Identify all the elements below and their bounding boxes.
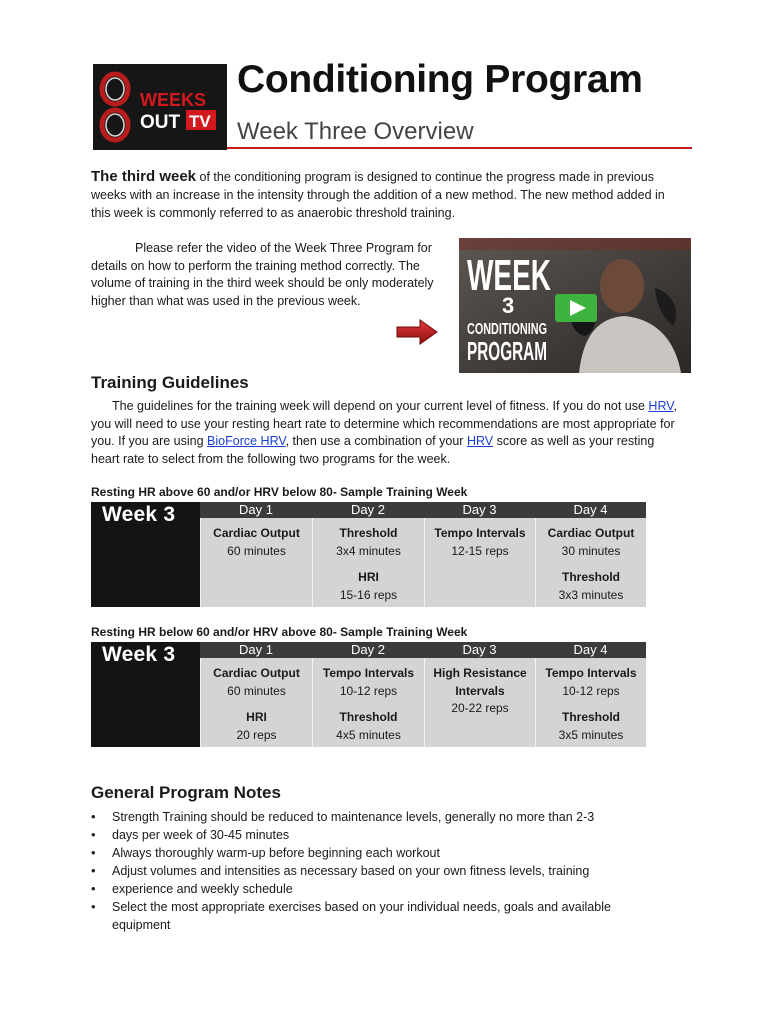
table1-training-week: [91, 502, 646, 607]
cell-detail: 10-12 reps: [562, 683, 620, 698]
table2-week-label: Week 3: [91, 642, 200, 747]
hrv-link-2[interactable]: HRV: [466, 434, 494, 448]
table2-day-header: Day 3: [424, 642, 535, 658]
video-text-number: 3: [502, 293, 515, 318]
cell-title: Tempo Intervals: [434, 526, 526, 540]
list-item: • Strength Training should be reduced to maintenance levels, generally no more than 2-3: [91, 808, 651, 826]
cell-title: Intervals: [455, 683, 505, 698]
logo-text-out: OUT: [140, 112, 181, 133]
general-notes-list: [91, 808, 651, 934]
page-subtitle: Week Three Overview: [237, 118, 474, 145]
list-item: • days per week of 30-45 minutes: [91, 826, 651, 844]
cell-detail: 10-12 reps: [339, 683, 398, 698]
cell-detail: 3x3 minutes: [558, 587, 624, 602]
list-item: • Always thoroughly warm-up before beginning each workout: [91, 844, 651, 862]
table1-caption: Resting HR above 60 and/or HRV below 80- Sample Training Week: [91, 485, 468, 499]
table1-day1-cell: [200, 518, 312, 607]
cell-title: Cardiac Output: [213, 526, 300, 540]
table1-day-header: Day 3: [424, 502, 535, 518]
hrv-link[interactable]: HRV: [648, 399, 674, 413]
guidelines-text-2: , you will need to use your resting heart rate to determine which recommendations are most appropriate for you. If you are using: [91, 399, 677, 448]
cell-detail: 4x5 minutes: [336, 727, 401, 742]
cell-detail: 15-16 reps: [339, 587, 398, 602]
table1-day2-cell: [312, 518, 424, 607]
cell-title: High Resistance: [433, 666, 527, 680]
table1-day-header: Day 1: [200, 502, 312, 518]
video-text-week: WEEK: [467, 251, 552, 300]
video-reference-text: Please refer the video of the Week Three Program for details on how to perform the training method correctly. The volume of training in the third week should be only moderately higher than what was used in the previous week.: [91, 241, 434, 308]
cell-title: Threshold: [561, 710, 620, 724]
cell-detail: 60 minutes: [227, 543, 286, 558]
table1-day3-cell: [424, 518, 535, 607]
intro-paragraph: [91, 168, 683, 222]
logo-text-tv: TV: [189, 112, 211, 131]
cell-title: Tempo Intervals: [322, 666, 415, 680]
table2-day-header: Day 4: [535, 642, 646, 658]
training-guidelines-paragraph: [91, 398, 681, 468]
title-divider: [227, 147, 692, 149]
bioforce-hrv-link[interactable]: BioForce HRV: [207, 434, 286, 448]
table2-day2-cell: [312, 658, 424, 747]
table2-training-week: [91, 642, 646, 747]
list-item: • Adjust volumes and intensities as necessary based on your own fitness levels, training: [91, 862, 651, 880]
play-button-icon[interactable]: [555, 294, 597, 322]
cell-detail: 3x4 minutes: [336, 543, 401, 558]
table1-day-header: Day 4: [535, 502, 646, 518]
guidelines-text-1: The guidelines for the training week will depend on your current level of fitness. If you do not use: [112, 399, 649, 413]
cell-title: HRI: [358, 570, 379, 584]
red-arrow-icon: [396, 319, 438, 350]
video-text-conditioning: CONDITIONING: [467, 321, 547, 338]
cell-title: Tempo Intervals: [545, 666, 637, 680]
week-three-video-thumbnail[interactable]: [459, 238, 691, 373]
cell-title: Cardiac Output: [213, 666, 300, 680]
video-text-program: PROGRAM: [467, 336, 547, 366]
cell-detail: 3x5 minutes: [558, 727, 624, 742]
cell-title: Cardiac Output: [547, 526, 635, 540]
list-item: • experience and weekly schedule: [91, 880, 651, 898]
cell-title: HRI: [246, 710, 267, 724]
cell-detail: 20 reps: [236, 727, 277, 742]
intro-lead: The third week: [91, 168, 197, 185]
table1-day-header: Day 2: [312, 502, 424, 518]
cell-title: Threshold: [339, 526, 398, 540]
cell-title: Threshold: [561, 570, 620, 584]
table1-week-label: Week 3: [91, 502, 200, 607]
list-item: • Select the most appropriate exercises based on your individual needs, goals and available equipment: [91, 898, 651, 934]
cell-detail: 20-22 reps: [451, 701, 509, 715]
cell-detail: 12-15 reps: [451, 543, 509, 558]
guidelines-text-4: score as well as your resting heart rate to select from the following two programs for the week.: [91, 434, 655, 466]
table1-day4-cell: [535, 518, 646, 607]
cell-title: Threshold: [339, 710, 398, 724]
page-title: Conditioning Program: [237, 58, 643, 101]
table2-day1-cell: [200, 658, 312, 747]
logo-text-weeks: WEEKS: [140, 90, 207, 110]
cell-detail: 30 minutes: [561, 543, 621, 558]
intro-text: of the conditioning program is designed to continue the progress made in previous weeks with an increase in the intensity through the addition of a new method. The new method added in this week is commonly referred to as anaerobic threshold training.: [91, 170, 665, 220]
cell-detail: 60 minutes: [227, 683, 286, 698]
table2-day4-cell: [535, 658, 646, 747]
weeks-out-tv-logo: [93, 64, 227, 150]
guidelines-text-3: , then use a combination of your: [285, 434, 467, 448]
table2-caption: Resting HR below 60 and/or HRV above 80- Sample Training Week: [91, 625, 468, 639]
general-notes-heading: General Program Notes: [91, 783, 281, 802]
training-guidelines-heading: Training Guidelines: [91, 373, 249, 392]
table2-day3-cell: [424, 658, 535, 747]
video-reference-paragraph: [91, 240, 449, 310]
table2-day-header: Day 1: [200, 642, 312, 658]
table2-day-header: Day 2: [312, 642, 424, 658]
